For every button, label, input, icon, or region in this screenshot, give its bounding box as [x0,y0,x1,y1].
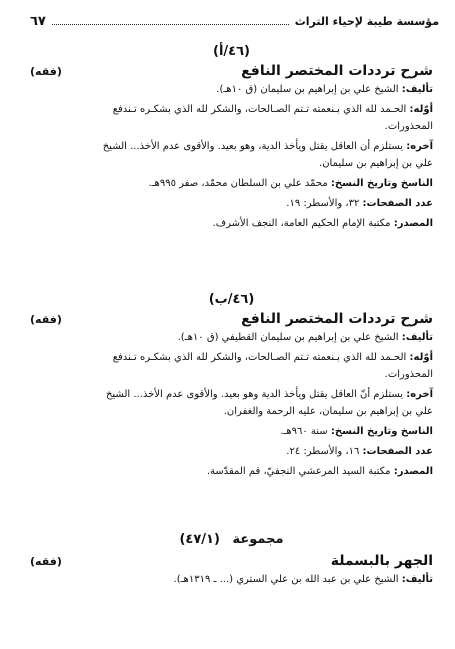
source-line [30,217,433,231]
copyist-line [30,177,433,191]
explicit-line [30,140,433,154]
explicit-text: يستلزم أنّ العاقل يقتل ويأخذ الدية وهو بعيد. والأقوى عدم الأخذ... الشيخ [105,389,404,400]
explicit-continuation: علي بن إبراهيم بن سليمان، عليه الرحمة والغفران. [223,406,433,417]
explicit-text: يستلزم أن العاقل يقتل ويأخذ الدية، وهو بعيد. والأقوى عدم الأخذ... الشيخ [102,141,404,152]
incipit-continuation: المحذورات. [384,369,433,380]
incipit-text: الحـمد لله الذي بـنعمته تـتم الصـالحات، والشكر لله الذي بشكـره تـندفع [112,104,407,115]
author-value: الشيخ علي بن إبراهيم بن سليمان (ق ١٠هـ). [216,84,399,95]
author-value: الشيخ علي بن إبراهيم بن سليمان القطيفي (ق ١٠هـ). [177,332,399,343]
header-dot-leader [52,18,289,25]
incipit-text: الحـمد لله الذي بـنعمته تـتم الصـالحات، والشكر لله الذي بشكـره تـندفع [112,352,407,363]
entry-46a [30,44,433,237]
explicit-label: آخره: [406,141,433,152]
copyist-value: سنة ٩٦٠هـ. [280,426,328,437]
collection-heading [30,532,433,547]
page-number: ٦٧ [30,14,46,29]
collection-47 [30,532,433,593]
incipit-continuation: المحذورات. [384,121,433,132]
source-label: المصدر: [393,218,433,229]
running-header [30,14,439,29]
collection-number: (٤٧/١) [179,532,220,547]
copyist-label: الناسخ وتاريخ النسخ: [330,426,433,437]
author-label: تأليف: [401,332,433,343]
author-label: تأليف: [401,84,433,95]
pages-label: عدد الصفحات: [362,198,433,209]
entry-subject: (فقه) [30,555,62,568]
pages-line [30,445,433,459]
entry-title-row [30,63,433,79]
collection-label: مجموعة [232,532,284,547]
entry-title: شرح ترددات المختصر النافع [241,311,433,327]
copyist-label: الناسخ وتاريخ النسخ: [330,178,433,189]
copyist-line [30,425,433,439]
author-label: تأليف: [401,574,433,585]
entry-subject: (فقه) [30,313,62,326]
copyist-value: محمّد علي بن السلطان محمّد، صفر ٩٩٥هـ. [148,178,328,189]
pages-value: ٣٢، والأسطر: ١٩. [286,198,360,209]
entry-46b [30,292,433,485]
incipit-line [30,351,433,365]
entry-title-row [30,553,433,569]
explicit-label: آخره: [406,389,433,400]
source-value: مكتبة الإمام الحكيم العامة، النجف الأشرف. [212,218,391,229]
entry-title-row [30,311,433,327]
author-line [30,83,433,97]
entry-subject: (فقه) [30,65,62,78]
entry-number: (٤٦/أ) [213,44,250,59]
pages-line [30,197,433,211]
running-title: مؤسسة طيبة لإحياء التراث [294,15,439,28]
source-label: المصدر: [393,466,433,477]
author-line [30,573,433,587]
author-line [30,331,433,345]
explicit-continuation: علي بن إبراهيم بن سليمان. [319,158,433,169]
incipit-label: أوّله: [409,352,433,363]
entry-number: (٤٦/ب) [208,292,255,307]
source-line [30,465,433,479]
author-value: الشيخ علي بن عبد الله بن علي الستري (... ـ ١٣١٩هـ). [173,574,399,585]
pages-label: عدد الصفحات: [362,446,433,457]
entry-title: الجهر بالبسملة [330,553,433,569]
entry-title: شرح ترددات المختصر النافع [241,63,433,79]
source-value: مكتبة السيد المرعشي النجفيّ، قم المقدّسة. [206,466,391,477]
incipit-label: أوّله: [409,104,433,115]
incipit-line [30,103,433,117]
explicit-line [30,388,433,402]
pages-value: ١٦، والأسطر: ٢٤. [286,446,360,457]
